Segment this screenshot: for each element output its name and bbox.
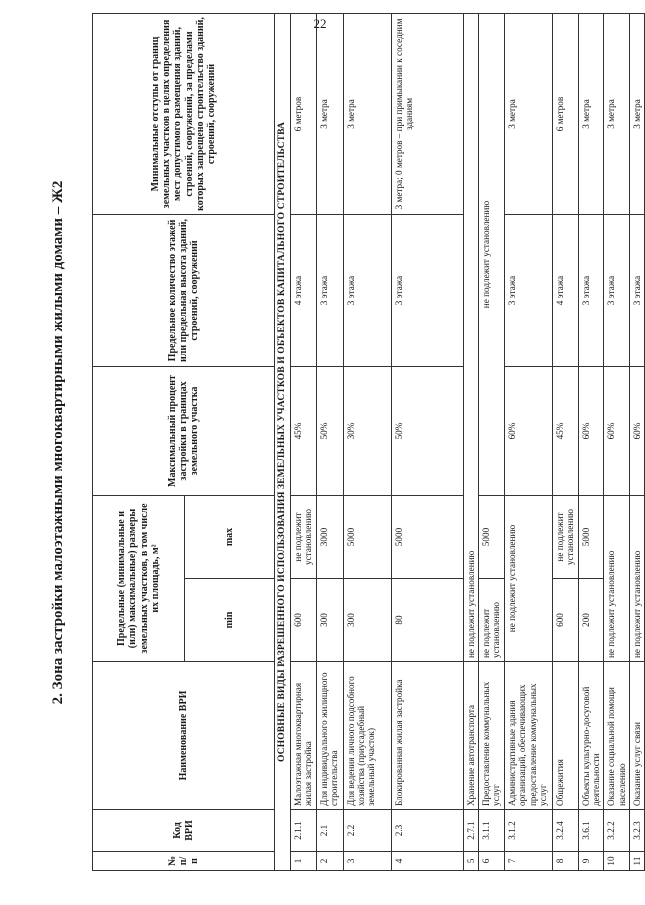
cell-code: 3.2.2 (604, 810, 630, 852)
cell-name: Малоэтажная многоквартирная жилая застройка (290, 662, 316, 810)
cell-code: 3.2.4 (553, 810, 579, 852)
cell-setback: 6 метров (290, 13, 316, 214)
cell-percent: 30% (343, 366, 391, 495)
cell-setback: 3 метра (629, 13, 644, 214)
header-setback: Минимальные отступы от границ земельных участков в целях определения мест допустимого размещения зданий, строений, сооружений, за пределами которых запрещено строительство зданий, строений, сооружений (93, 13, 275, 214)
header-area-group: Предельные (минимальные и (или) максимальные) размеры земельных участков, в том числе их площадь, м² (93, 495, 185, 661)
header-min: min (185, 579, 275, 662)
cell-min: не подлежит установлению (479, 579, 505, 662)
section-title: ОСНОВНЫЕ ВИДЫ РАЗРЕШЕННОГО ИСПОЛЬЗОВАНИЯ ЗЕМЕЛЬНЫХ УЧАСТКОВ И ОБЪЕКТОВ КАПИТАЛЬНОГО СТРОИТЕЛЬСТВА (275, 13, 291, 870)
cell-percent: 60% (604, 366, 630, 495)
header-num: № п/п (93, 852, 275, 871)
cell-num: 8 (553, 852, 579, 871)
cell-span: не подлежит установлению (479, 13, 505, 495)
header-percent: Максимальный процент застройки в границах земельного участка (93, 366, 275, 495)
cell-floors: 3 этажа (316, 214, 343, 366)
cell-span: не подлежит установлению (629, 495, 644, 661)
cell-name: Для индивидуального жилищного строительства (316, 662, 343, 810)
cell-code: 3.6.1 (578, 810, 604, 852)
cell-span: не подлежит установлению (505, 495, 553, 661)
cell-code: 2.3 (391, 810, 463, 852)
cell-max: 3000 (316, 495, 343, 578)
cell-num: 9 (578, 852, 604, 871)
table-row (479, 13, 505, 870)
cell-name: Административные здания организаций, обеспечивающих предоставление коммунальных услуг (505, 662, 553, 810)
cell-num: 2 (316, 852, 343, 871)
cell-percent: 50% (316, 366, 343, 495)
table-row (505, 13, 553, 870)
cell-percent: 60% (505, 366, 553, 495)
cell-code: 3.1.1 (479, 810, 505, 852)
cell-code: 2.2 (343, 810, 391, 852)
table-row (463, 13, 478, 870)
cell-percent: 45% (553, 366, 579, 495)
cell-name: Объекты культурно-досуговой деятельности (578, 662, 604, 810)
cell-max: 5000 (391, 495, 463, 578)
cell-min: 200 (578, 579, 604, 662)
cell-code: 2.7.1 (463, 810, 478, 852)
header-name: Наименование ВРИ (93, 662, 275, 810)
cell-name: Общежития (553, 662, 579, 810)
cell-setback: 3 метра; 0 метров – при примыкании к соседним зданиям (391, 13, 463, 214)
table-row (343, 13, 391, 870)
cell-num: 4 (391, 852, 463, 871)
cell-min: 300 (343, 579, 391, 662)
cell-name: Предоставление коммунальных услуг (479, 662, 505, 810)
cell-floors: 4 этажа (553, 214, 579, 366)
cell-floors: 3 этажа (629, 214, 644, 366)
table-row (604, 13, 630, 870)
cell-setback: 3 метра (343, 13, 391, 214)
page-number: 22 (313, 16, 327, 31)
table-row (578, 13, 604, 870)
cell-num: 3 (343, 852, 391, 871)
cell-code: 3.2.3 (629, 810, 644, 852)
cell-num: 5 (463, 852, 478, 871)
section-row (275, 13, 291, 870)
cell-percent: 60% (629, 366, 644, 495)
cell-max: не подлежит установлению (290, 495, 316, 578)
cell-num: 1 (290, 852, 316, 871)
cell-min: 80 (391, 579, 463, 662)
cell-max: 5000 (343, 495, 391, 578)
cell-span: не подлежит установлению (463, 13, 478, 661)
cell-setback: 3 метра (316, 13, 343, 214)
header-row (93, 13, 185, 870)
cell-num: 6 (479, 852, 505, 871)
cell-floors: 4 этажа (290, 214, 316, 366)
header-floors: Предельное количество этажей или предельная высота зданий, строений, сооружений (93, 214, 275, 366)
cell-setback: 3 метра (604, 13, 630, 214)
cell-setback: 3 метра (578, 13, 604, 214)
cell-num: 10 (604, 852, 630, 871)
cell-name: Для ведения личного подсобного хозяйства (приусадебный земельный участок) (343, 662, 391, 810)
cell-name: Блокированная жилая застройка (391, 662, 463, 810)
cell-span: не подлежит установлению (604, 495, 630, 661)
cell-code: 2.1.1 (290, 810, 316, 852)
cell-max: 5000 (479, 495, 505, 578)
document-title: 2. Зона застройки малоэтажными многоквартирными жилыми домами – Ж2 (50, 180, 66, 705)
table-row (290, 13, 316, 870)
table-row (316, 13, 343, 870)
cell-setback: 3 метра (505, 13, 553, 214)
cell-setback: 6 метров (553, 13, 579, 214)
header-code: Код ВРИ (93, 810, 275, 852)
cell-min: 600 (553, 579, 579, 662)
table-row (553, 13, 579, 870)
table-row (629, 13, 644, 870)
cell-num: 11 (629, 852, 644, 871)
rotated-content (50, 14, 642, 871)
cell-floors: 3 этажа (578, 214, 604, 366)
cell-floors: 3 этажа (391, 214, 463, 366)
cell-floors: 3 этажа (604, 214, 630, 366)
cell-code: 2.1 (316, 810, 343, 852)
cell-name: Оказание услуг связи (629, 662, 644, 810)
cell-num: 7 (505, 852, 553, 871)
cell-min: 600 (290, 579, 316, 662)
cell-max: 5000 (578, 495, 604, 578)
header-max: max (185, 495, 275, 578)
zoning-table (92, 13, 645, 871)
cell-percent: 45% (290, 366, 316, 495)
cell-min: 300 (316, 579, 343, 662)
cell-percent: 60% (578, 366, 604, 495)
cell-name: Хранение автотранспорта (463, 662, 478, 810)
table-row (391, 13, 463, 870)
cell-percent: 50% (391, 366, 463, 495)
cell-code: 3.1.2 (505, 810, 553, 852)
cell-max: не подлежит установлению (553, 495, 579, 578)
cell-floors: 3 этажа (505, 214, 553, 366)
cell-floors: 3 этажа (343, 214, 391, 366)
cell-name: Оказание социальной помощи населению (604, 662, 630, 810)
